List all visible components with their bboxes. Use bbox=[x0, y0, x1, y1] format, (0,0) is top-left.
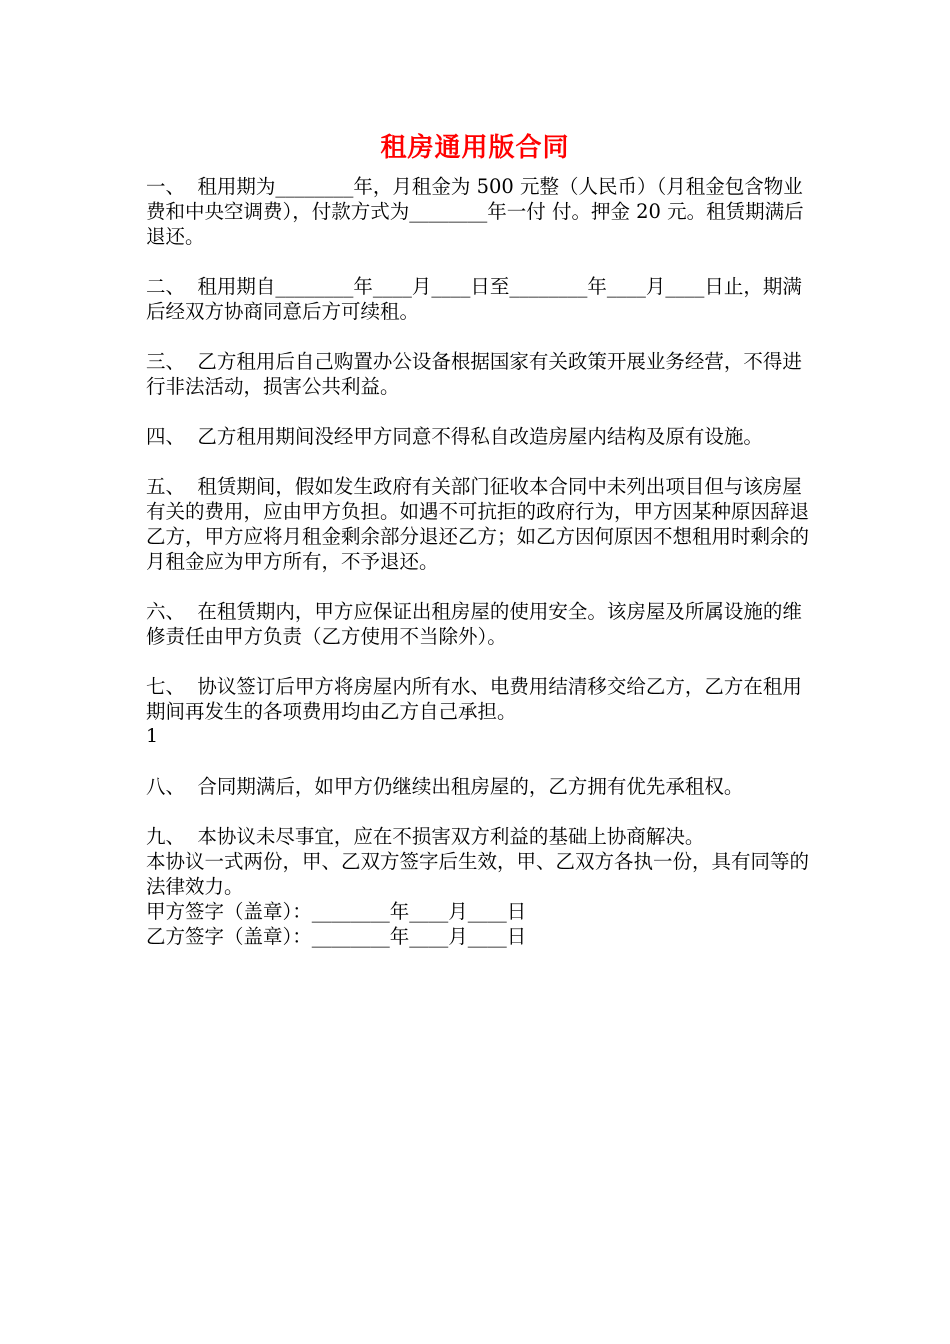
contract-body bbox=[146, 174, 816, 949]
clause-8: 八、 合同期满后，如甲方仍继续出租房屋的，乙方拥有优先承租权。 bbox=[146, 775, 744, 798]
clause-6: 六、 在租赁期内，甲方应保证出租房屋的使用安全。该房屋及所属设施的维修责任由甲方负责（乙方使用不当除外）。 bbox=[146, 600, 802, 648]
clause-2: 二、 租用期自________年____月____日至________年____月____日止，期满后经双方协商同意后方可续租。 bbox=[146, 275, 802, 323]
document-title: 租房通用版合同 bbox=[380, 133, 570, 163]
clause-1: 一、 租用期为________年，月租金为 500 元整（人民币）（月租金包含物业费和中央空调费），付款方式为________年一付 付。押金 20 元。租赁期满后退还。 bbox=[146, 175, 804, 248]
clause-9: 九、 本协议未尽事宜，应在不损害双方利益的基础上协商解决。 bbox=[146, 825, 705, 848]
party-b-signature: 乙方签字（盖章）：________年____月____日 bbox=[146, 925, 527, 948]
effect-statement: 本协议一式两份，甲、乙双方签字后生效，甲、乙双方各执一份，具有同等的法律效力。 bbox=[146, 850, 810, 898]
page-number: 1 bbox=[146, 725, 159, 747]
party-a-signature: 甲方签字（盖章）：________年____月____日 bbox=[146, 900, 527, 923]
clause-4: 四、 乙方租用期间没经甲方同意不得私自改造房屋内结构及原有设施。 bbox=[146, 425, 763, 448]
clause-7: 七、 协议签订后甲方将房屋内所有水、电费用结清移交给乙方，乙方在租用期间再发生的各项费用均由乙方自己承担。 bbox=[146, 675, 802, 723]
clause-3: 三、 乙方租用后自己购置办公设备根据国家有关政策开展业务经营，不得进行非法活动，损害公共利益。 bbox=[146, 350, 802, 398]
clause-5: 五、 租赁期间，假如发生政府有关部门征收本合同中未列出项目但与该房屋有关的费用，应由甲方负担。如遇不可抗拒的政府行为，甲方因某种原因辞退乙方，甲方应将月租金剩余部分退还乙方；如乙方因何原因不想租用时剩余的月租金应为甲方所有，不予退还。 bbox=[146, 475, 810, 573]
